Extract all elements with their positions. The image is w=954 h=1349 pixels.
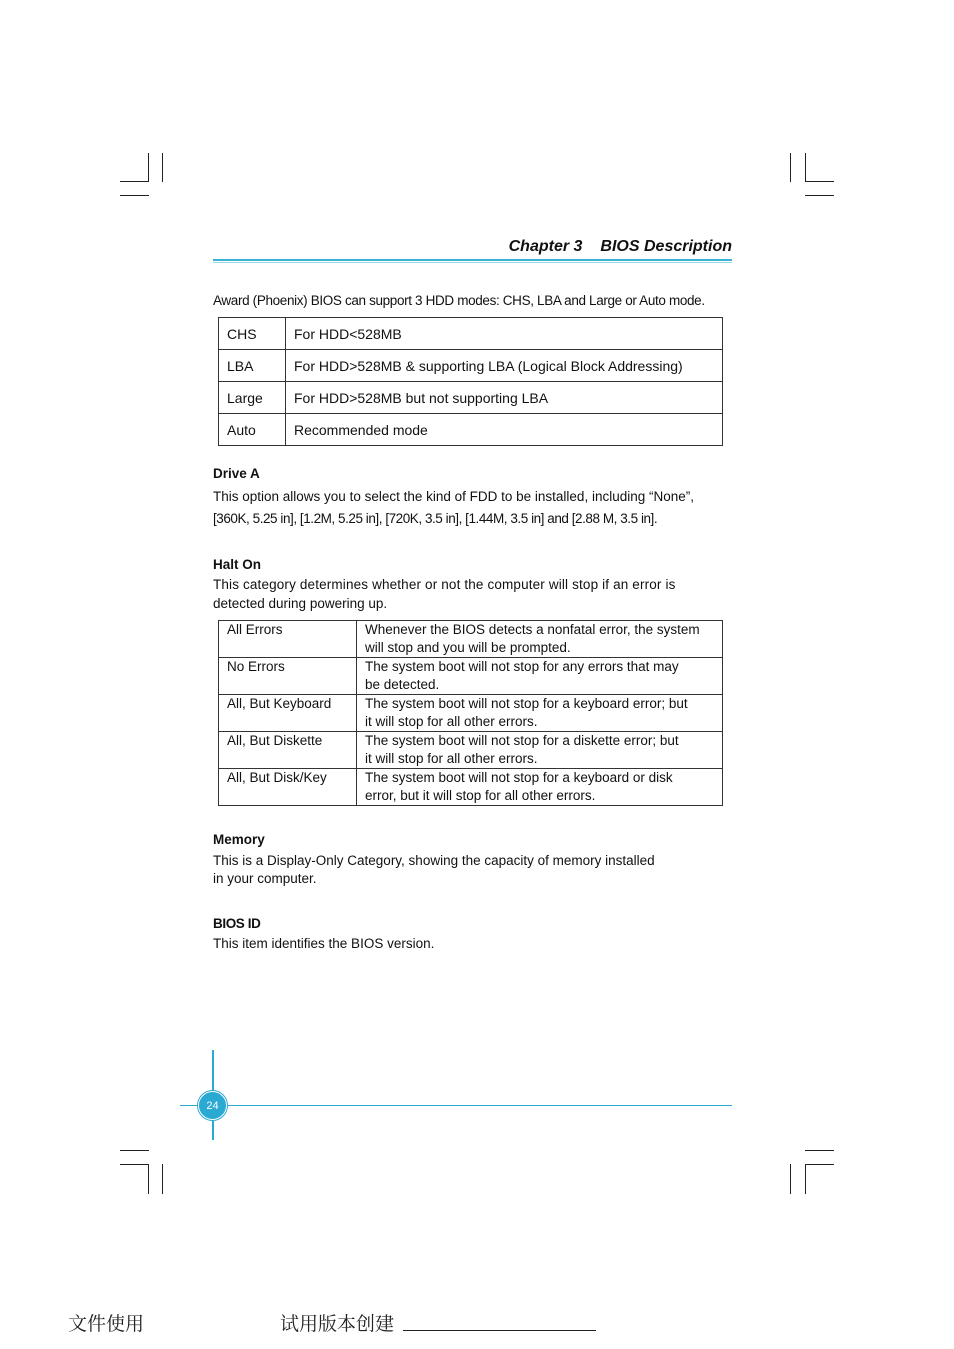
mode-desc-cell: For HDD>528MB & supporting LBA (Logical Block Addressing) bbox=[286, 350, 723, 382]
bios-id-heading: BIOS ID bbox=[213, 916, 261, 931]
desc-line: be detected. bbox=[365, 677, 440, 692]
page-marker-vertical-bottom bbox=[212, 1119, 214, 1140]
page-number: 24 bbox=[198, 1091, 227, 1120]
table-row bbox=[219, 318, 723, 350]
option-cell: All, But Disk/Key bbox=[219, 769, 357, 806]
option-cell: No Errors bbox=[219, 658, 357, 695]
desc-line: Whenever the BIOS detects a nonfatal error, the system bbox=[365, 622, 700, 637]
mode-cell: CHS bbox=[219, 318, 286, 350]
chapter-label: Chapter 3 bbox=[508, 238, 583, 255]
table-row bbox=[219, 732, 723, 769]
footer-underline bbox=[403, 1330, 596, 1331]
table-row bbox=[219, 350, 723, 382]
mode-cell: Auto bbox=[219, 414, 286, 446]
header-rule-thin bbox=[213, 262, 732, 263]
table-row bbox=[219, 658, 723, 695]
desc-line: error, but it will stop for all other errors. bbox=[365, 788, 596, 803]
halt-on-text-line1: This category determines whether or not the computer will stop if an error is bbox=[213, 577, 676, 592]
drive-a-text-line2: [360K, 5.25 in], [1.2M, 5.25 in], [720K, 3.5 in], [1.44M, 3.5 in] and [2.88 M, 3.5 in]. bbox=[213, 511, 658, 526]
table-row bbox=[219, 769, 723, 806]
mode-desc-cell: For HDD>528MB but not supporting LBA bbox=[286, 382, 723, 414]
hdd-modes-table bbox=[218, 317, 723, 446]
memory-text-line1: This is a Display-Only Category, showing the capacity of memory installed bbox=[213, 853, 655, 868]
memory-text-line2: in your computer. bbox=[213, 871, 317, 886]
desc-line: will stop and you will be prompted. bbox=[365, 640, 571, 655]
halt-on-table bbox=[218, 620, 723, 806]
desc-line: The system boot will not stop for a keyboard or disk bbox=[365, 770, 673, 785]
footer-left-text: 文件使用 bbox=[68, 1313, 145, 1335]
halt-on-text-line2: detected during powering up. bbox=[213, 596, 388, 611]
header-rule bbox=[213, 259, 732, 261]
option-desc-cell bbox=[357, 732, 723, 769]
option-desc-cell bbox=[357, 769, 723, 806]
table-row bbox=[219, 695, 723, 732]
desc-line: The system boot will not stop for a diskette error; but bbox=[365, 733, 679, 748]
option-cell: All Errors bbox=[219, 621, 357, 658]
mode-desc-cell: For HDD<528MB bbox=[286, 318, 723, 350]
option-desc-cell bbox=[357, 621, 723, 658]
desc-line: it will stop for all other errors. bbox=[365, 751, 538, 766]
footer-right-text: 试用版本创建 bbox=[280, 1313, 395, 1335]
mode-cell: Large bbox=[219, 382, 286, 414]
halt-on-heading: Halt On bbox=[213, 557, 262, 572]
mode-desc-cell: Recommended mode bbox=[286, 414, 723, 446]
option-cell: All, But Diskette bbox=[219, 732, 357, 769]
intro-text: Award (Phoenix) BIOS can support 3 HDD modes: CHS, LBA and Large or Auto mode. bbox=[213, 293, 705, 308]
page-marker-left-line bbox=[180, 1105, 199, 1106]
mode-cell: LBA bbox=[219, 350, 286, 382]
page-marker-vertical-top bbox=[212, 1050, 214, 1092]
drive-a-heading: Drive A bbox=[213, 466, 260, 481]
table-row bbox=[219, 414, 723, 446]
option-desc-cell bbox=[357, 695, 723, 732]
drive-a-text-line1: This option allows you to select the kind of FDD to be installed, including “None”, bbox=[213, 489, 694, 504]
desc-line: The system boot will not stop for a keyboard error; but bbox=[365, 696, 688, 711]
option-desc-cell bbox=[357, 658, 723, 695]
table-row bbox=[219, 382, 723, 414]
footer-rule bbox=[227, 1105, 732, 1106]
section-title: BIOS Description bbox=[600, 238, 732, 255]
desc-line: it will stop for all other errors. bbox=[365, 714, 538, 729]
memory-heading: Memory bbox=[213, 832, 265, 847]
table-row bbox=[219, 621, 723, 658]
bios-id-text: This item identifies the BIOS version. bbox=[213, 936, 435, 951]
option-cell: All, But Keyboard bbox=[219, 695, 357, 732]
page-header bbox=[213, 238, 732, 256]
desc-line: The system boot will not stop for any errors that may bbox=[365, 659, 679, 674]
